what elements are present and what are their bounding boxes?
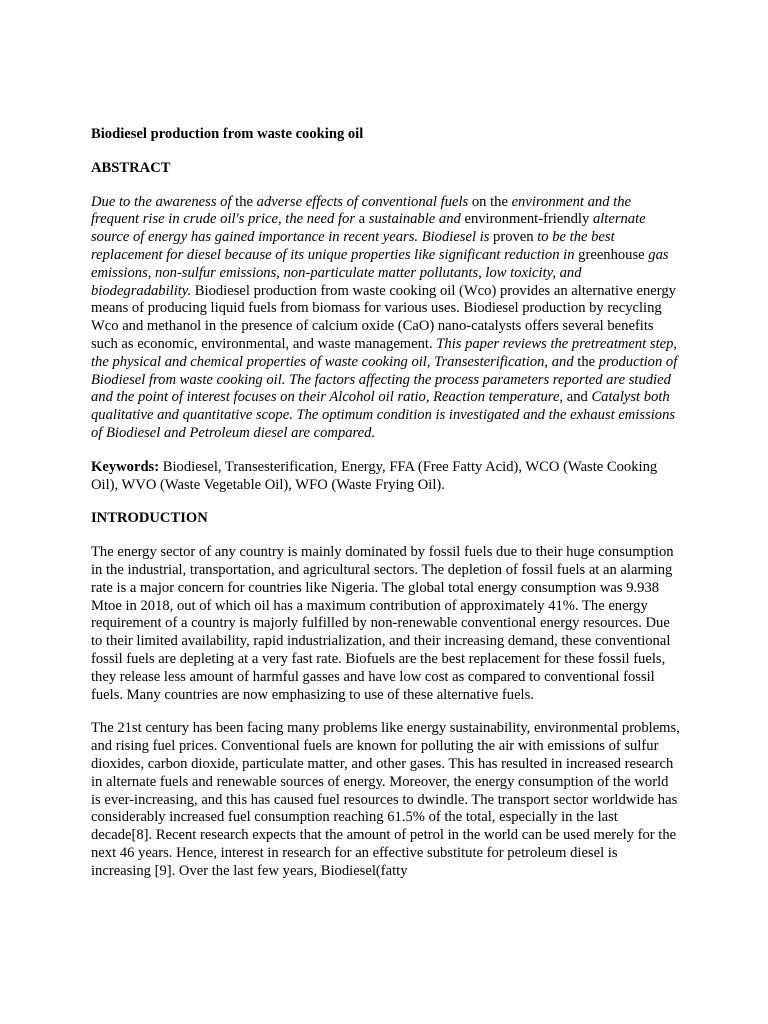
abstract-run: to be the best replacement for diesel because of its unique properties like significant reduction in — [91, 229, 615, 263]
abstract-run: Catalyst both qualitative and quantitative scope. The optimum condition is investigated and the exhaust emissions of Biodiesel and Petroleum diesel are compared. — [91, 389, 676, 441]
abstract-run: production of Biodiesel from waste cooking oil. The factors affecting the process parameters reported are studied and the point of interest focuses on their Alcohol oil ratio, Reaction temperature, — [91, 353, 678, 406]
abstract-run: a — [355, 211, 369, 228]
abstract-run: proven — [489, 229, 538, 246]
abstract-paragraph — [91, 194, 681, 443]
abstract-run: environment and the frequent rise in crude oil's price, the need for — [91, 193, 632, 228]
abstract-run: the — [231, 193, 257, 210]
abstract-run: adverse effects of conventional fuels — [256, 193, 469, 210]
abstract-run: Biodiesel production from waste cooking oil (Wco) provides an alternative energy means of producing liquid fuels from biomass for various uses. Biodiesel production by recycling Wco and methanol in the presence of calcium oxide (CaO) nano-catalysts offers several benefits such as economic, environmental, and waste management. — [91, 282, 676, 352]
document-title: Biodiesel production from waste cooking oil — [91, 126, 364, 142]
abstract-run: alternate source of energy has gained importance in recent years. Biodiesel is — [91, 211, 646, 246]
keywords-text: Biodiesel, Transesterification, Energy, FFA (Free Fatty Acid), WCO (Waste Cooking Oil), WVO (Waste Vegetable Oil), WFO (Waste Frying Oil). — [91, 458, 658, 493]
abstract-run: This paper reviews the pretreatment step, the physical and chemical properties of waste cooking oil, Transesterification, and — [91, 335, 678, 370]
abstract-run: and — [563, 389, 592, 406]
abstract-run: Due to the awareness of — [91, 193, 232, 210]
introduction-heading: INTRODUCTION — [91, 510, 208, 527]
intro-paragraph-2: The 21st century has been facing many problems like energy sustainability, environmental problems, and rising fuel prices. Conventional fuels are known for polluting the air with emissions of sulfur dioxides, carbon dioxide, particulate matter, and other gases. This has resulted in increased research in alternate fuels and renewable sources of energy. Moreover, the energy consumption of the world is ever-increasing, and this has caused fuel resources to dwindle. The transport sector worldwide has considerably increased fuel consumption reaching 61.5% of the total, especially in the last decade[8]. Recent research expects that the amount of petrol in the world can be used merely for the next 46 years. Hence, interest in research for an effective substitute for petroleum diesel is increasing [9]. Over the last few years, Biodiesel(fatty — [91, 720, 680, 879]
abstract-run: on the — [468, 193, 512, 210]
abstract-run: sustainable and — [368, 211, 461, 228]
keywords-paragraph — [91, 459, 681, 495]
abstract-run: environment-friendly — [460, 211, 593, 228]
abstract-run: the — [573, 353, 599, 370]
abstract-run: gas emissions, non-sulfur emissions, non-particulate matter pollutants, low toxicity, and biodegradability. — [91, 246, 669, 299]
intro-paragraph-1: The energy sector of any country is mainly dominated by fossil fuels due to their huge consumption in the industrial, transportation, and agricultural sectors. The depletion of fossil fuels at an alarming rate is a major concern for countries like Nigeria. The global total energy consumption was 9.938 Mtoe in 2018, out of which oil has a maximum contribution of approximately 41%. The energy requirement of a country is majorly fulfilled by non-renewable conventional energy resources. Due to their limited availability, rapid industrialization, and their increasing demand, these conventional fossil fuels are depleting at a very fast rate. Biofuels are the best replacement for these fossil fuels, they release less amount of harmful gasses and have low cost as compared to conventional fossil fuels. Many countries are now emphasizing to use of these alternative fuels. — [91, 544, 674, 703]
keywords-label: Keywords: — [91, 458, 160, 475]
document-body — [91, 126, 681, 896]
abstract-run: greenhouse — [574, 246, 649, 263]
abstract-heading: ABSTRACT — [91, 159, 171, 176]
